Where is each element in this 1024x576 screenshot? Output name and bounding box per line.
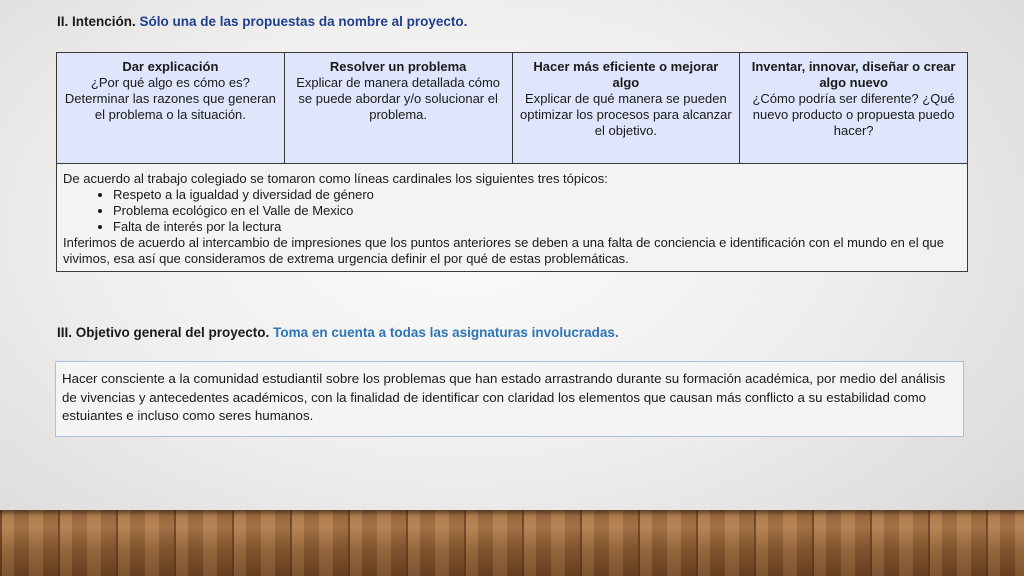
- option-description: Explicar de manera detallada cómo se puede abordar y/o solucionar el problema.: [296, 75, 501, 122]
- topic-item: • Falta de interés por la lectura: [113, 219, 961, 235]
- option-title: Dar explicación: [122, 59, 219, 74]
- option-title: Hacer más eficiente o mejorar algo: [533, 59, 719, 90]
- section-iii-heading: [57, 325, 619, 340]
- option-description: Explicar de qué manera se pueden optimizar los procesos para alcanzar el objetivo.: [520, 91, 732, 138]
- option-cell-invent: [740, 53, 968, 164]
- topics-conclusion: Inferimos de acuerdo al intercambio de impresiones que los puntos anteriores se deben a una falta de conciencia e identificación con el mundo en el que vivimos, esa así que consideramos de extrema urgencia definir el por qué de estas problemáticas.: [63, 235, 944, 266]
- topic-item: • Problema ecológico en el Valle de Mexico: [113, 203, 961, 219]
- option-title: Resolver un problema: [329, 59, 467, 74]
- section-ii-heading: [57, 14, 467, 29]
- option-cell-improve: [512, 53, 740, 164]
- intention-options-row: [57, 53, 968, 164]
- objective-text: Hacer consciente a la comunidad estudiantil sobre los problemas que han estado arrastrando durante su formación académica, por medio del análisis de vivencias y antecedentes académicos, con la finalidad de identificar con claridad los elementos que causan más conflicto a su estabilidad como estuiantes e incluso como seres humanos.: [62, 371, 946, 423]
- section-iii-title: III. Objetivo general del proyecto.: [57, 325, 270, 340]
- option-description: ¿Por qué algo es cómo es? Determinar las razones que generan el problema o la situación.: [64, 75, 276, 122]
- option-description: ¿Cómo podría ser diferente? ¿Qué nuevo producto o propuesta puedo hacer?: [752, 91, 955, 138]
- section-ii-title: II. Intención.: [57, 14, 136, 29]
- intention-body-row: [57, 164, 968, 272]
- section-iii-note: Toma en cuenta a todas las asignaturas involucradas.: [273, 325, 619, 340]
- topics-list: [63, 187, 961, 235]
- topics-intro: De acuerdo al trabajo colegiado se tomaron como líneas cardinales los siguientes tres tópicos:: [63, 171, 608, 186]
- section-ii-note: Sólo una de las propuestas da nombre al proyecto.: [139, 14, 468, 29]
- topic-item: • Respeto a la igualdad y diversidad de género: [113, 187, 961, 203]
- option-cell-explain: [57, 53, 285, 164]
- wooden-floor: [0, 510, 1024, 576]
- objective-box: [55, 361, 964, 437]
- intention-table: [56, 52, 968, 272]
- intention-body-cell: [57, 164, 968, 272]
- option-cell-solve: [284, 53, 512, 164]
- option-title: Inventar, innovar, diseñar o crear algo nuevo: [751, 59, 956, 90]
